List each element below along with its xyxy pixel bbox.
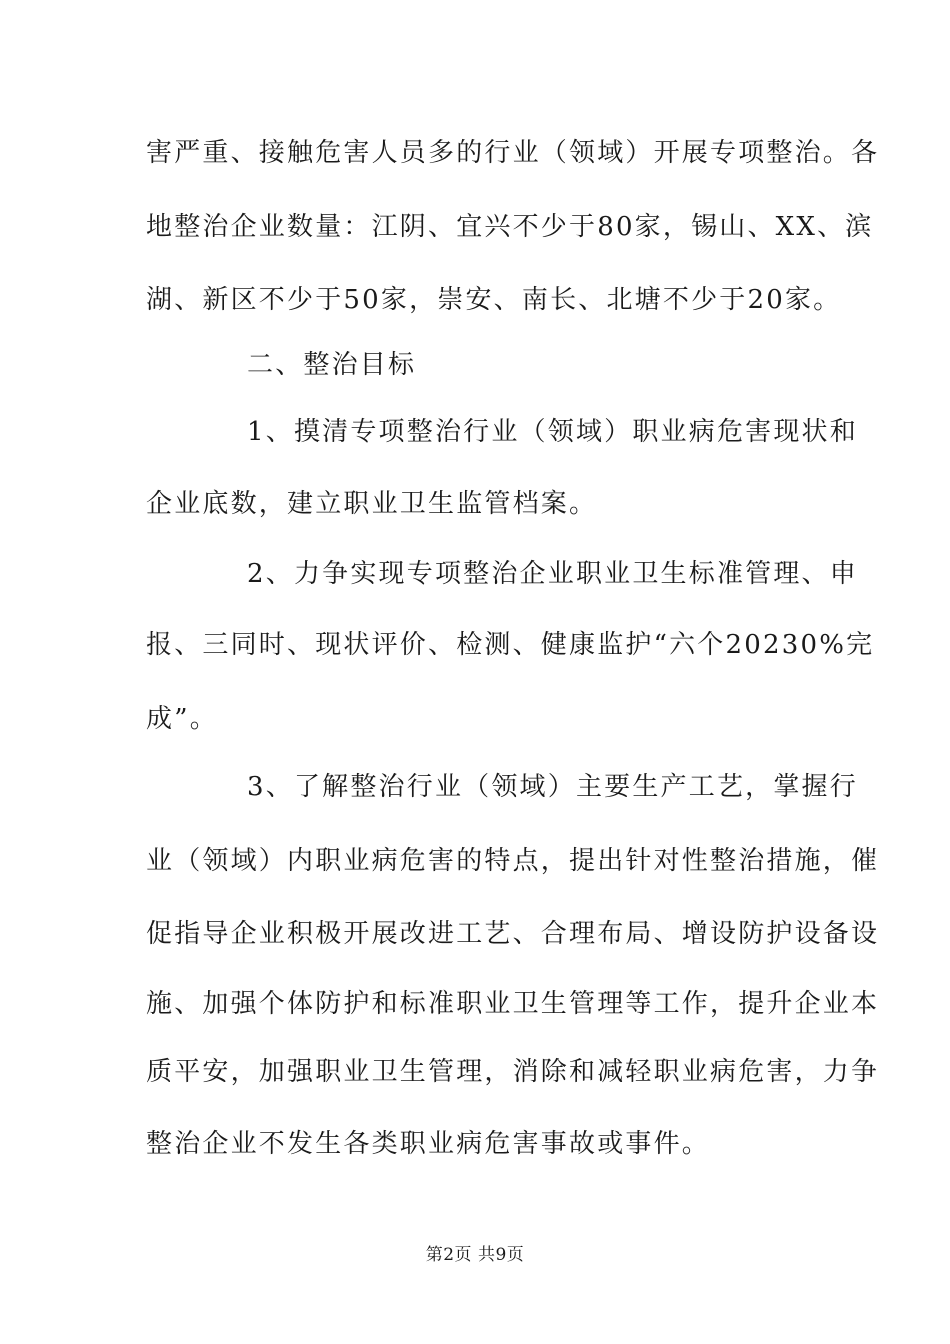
- paragraph-line: 施、加强个体防护和标准职业卫生管理等工作，提升企业本: [146, 989, 880, 1019]
- paragraph-line: 整治企业不发生各类职业病危害事故或事件。: [146, 1129, 711, 1159]
- paragraph-line: 促指导企业积极开展改进工艺、合理布局、增设防护设备设: [146, 919, 880, 949]
- paragraph-line: 3、了解整治行业（领域）主要生产工艺，掌握行: [247, 772, 858, 802]
- page-number-footer: 第2页 共9页: [425, 1245, 525, 1265]
- section-heading: 二、整治目标: [247, 350, 417, 380]
- paragraph-line: 地整治企业数量：江阴、宜兴不少于80家，锡山、XX、滨: [146, 212, 874, 242]
- paragraph-line: 2、力争实现专项整治企业职业卫生标准管理、申: [247, 559, 858, 589]
- paragraph-line: 企业底数，建立职业卫生监管档案。: [146, 489, 598, 519]
- paragraph-line: 成”。: [146, 704, 218, 734]
- paragraph-line: 害严重、接触危害人员多的行业（领域）开展专项整治。各: [146, 138, 880, 168]
- paragraph-line: 1、摸清专项整治行业（领域）职业病危害现状和: [247, 417, 858, 447]
- paragraph-line: 业（领域）内职业病危害的特点，提出针对性整治措施，催: [146, 846, 880, 876]
- paragraph-line: 湖、新区不少于50家，崇安、南长、北塘不少于20家。: [146, 285, 842, 315]
- paragraph-line: 报、三同时、现状评价、检测、健康监护“六个20230%完: [146, 630, 875, 660]
- paragraph-line: 质平安，加强职业卫生管理，消除和减轻职业病危害，力争: [146, 1057, 880, 1087]
